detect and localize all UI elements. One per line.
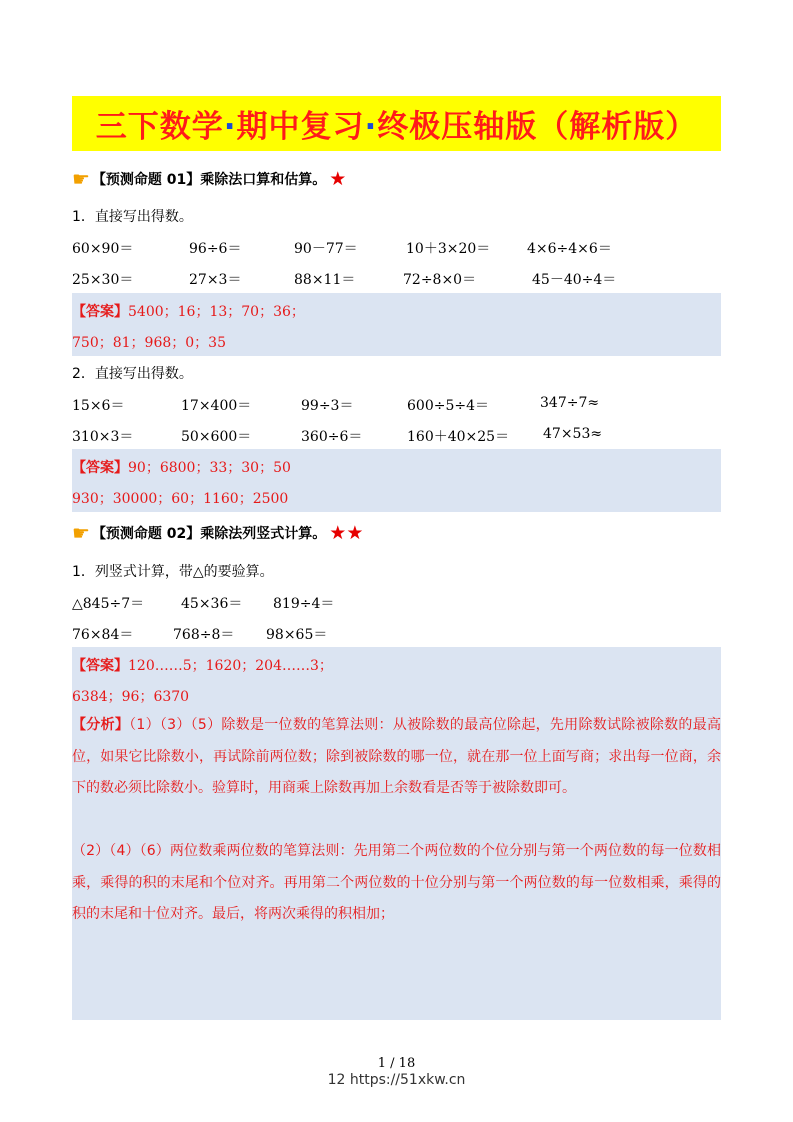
expression: 4×6÷4×6＝	[527, 241, 612, 257]
page-number: 1 / 18	[377, 1056, 416, 1071]
expression: 768÷8＝	[173, 627, 235, 643]
expression: 76×84＝	[72, 627, 134, 643]
title-banner	[72, 96, 721, 151]
answer-line	[72, 655, 333, 675]
title-separator-1: ·	[223, 109, 237, 145]
expression: 27×3＝	[189, 272, 242, 288]
section-2-heading	[72, 521, 363, 545]
title-part-3: 终极压轴版（解析版）	[377, 109, 698, 145]
expression: 45－40÷4＝	[532, 272, 617, 288]
star-icon: ★	[329, 167, 347, 190]
expression: 17×400＝	[181, 398, 252, 414]
answer-line	[72, 301, 305, 321]
expression: 15×6＝	[72, 398, 125, 414]
expression: 10＋3×20＝	[406, 241, 491, 257]
expression: 347÷7≈	[540, 395, 600, 411]
answer-line: 6384；96；6370	[72, 689, 190, 705]
analysis-label: 【分析】	[72, 717, 130, 733]
answer-label: 【答案】	[72, 460, 128, 476]
question-1-2-prompt: 2．直接写出得数。	[72, 366, 193, 382]
site-watermark: 12 https://51xkw.cn	[327, 1072, 466, 1088]
expression: △845÷7＝	[72, 596, 145, 612]
expression: 25×30＝	[72, 272, 134, 288]
expression: 160＋40×25＝	[407, 429, 510, 445]
star-icon: ★★	[329, 521, 364, 544]
expression: 600÷5÷4＝	[407, 398, 489, 414]
expression: 50×600＝	[181, 429, 252, 445]
section-1-title: 【预测命题 01】乘除法口算和估算。	[91, 172, 327, 188]
expression: 819÷4＝	[273, 596, 335, 612]
expression: 72÷8×0＝	[403, 272, 477, 288]
analysis-paragraph-2: （2）（4）（6）两位数乘两位数的笔算法则：先用第二个两位数的个位分别与第一个两位数的每一位数相乘，乘得的积的末尾和个位对齐。再用第二个两位数的十位分别与第一个两位数的每一位数相乘，乘得的积的末尾和十位对齐。最后，将两次乘得的积相加；	[72, 843, 721, 922]
title-part-1: 三下数学	[95, 109, 224, 145]
answer-line	[72, 457, 291, 477]
expression: 45×36＝	[181, 596, 243, 612]
answer-line: 930；30000；60；1160；2500	[72, 491, 289, 507]
question-2-1-prompt: 1．列竖式计算，带△的要验算。	[72, 564, 274, 580]
answer-line: 750；81；968；0；35	[72, 335, 226, 351]
pointing-hand-icon: ☛	[72, 167, 90, 191]
answer-label: 【答案】	[72, 658, 128, 674]
expression: 310×3＝	[72, 429, 134, 445]
expression: 47×53≈	[543, 426, 603, 442]
expression: 98×65＝	[266, 627, 328, 643]
section-1-heading	[72, 167, 346, 191]
expression: 90－77＝	[294, 241, 358, 257]
answer-values: 120……5；1620；204……3；	[128, 658, 333, 674]
page-title	[96, 101, 698, 146]
answer-label: 【答案】	[72, 304, 128, 320]
expression: 88×11＝	[294, 272, 356, 288]
answer-values: 90；6800；33；30；50	[128, 460, 291, 476]
pointing-hand-icon: ☛	[72, 521, 90, 545]
expression: 360÷6＝	[301, 429, 363, 445]
analysis-text: （1）（3）（5）除数是一位数的笔算法则：从被除数的最高位除起，先用除数试除被除数的最高位，如果它比除数小，再试除前两位数；除到被除数的哪一位，就在那一位上面写商；求出每一位商，余下的数必须比除数小。验算时，用商乘上除数再加上余数看是否等于被除数即可。	[72, 717, 721, 796]
title-separator-2: ·	[364, 109, 378, 145]
expression: 60×90＝	[72, 241, 134, 257]
answer-values: 5400；16；13；70；36；	[128, 304, 305, 320]
expression: 96÷6＝	[189, 241, 242, 257]
question-1-1-prompt: 1．直接写出得数。	[72, 209, 193, 225]
section-2-title: 【预测命题 02】乘除法列竖式计算。	[91, 526, 327, 542]
analysis-paragraph-1	[72, 710, 721, 805]
expression: 99÷3＝	[301, 398, 354, 414]
title-part-2: 期中复习	[236, 109, 365, 145]
